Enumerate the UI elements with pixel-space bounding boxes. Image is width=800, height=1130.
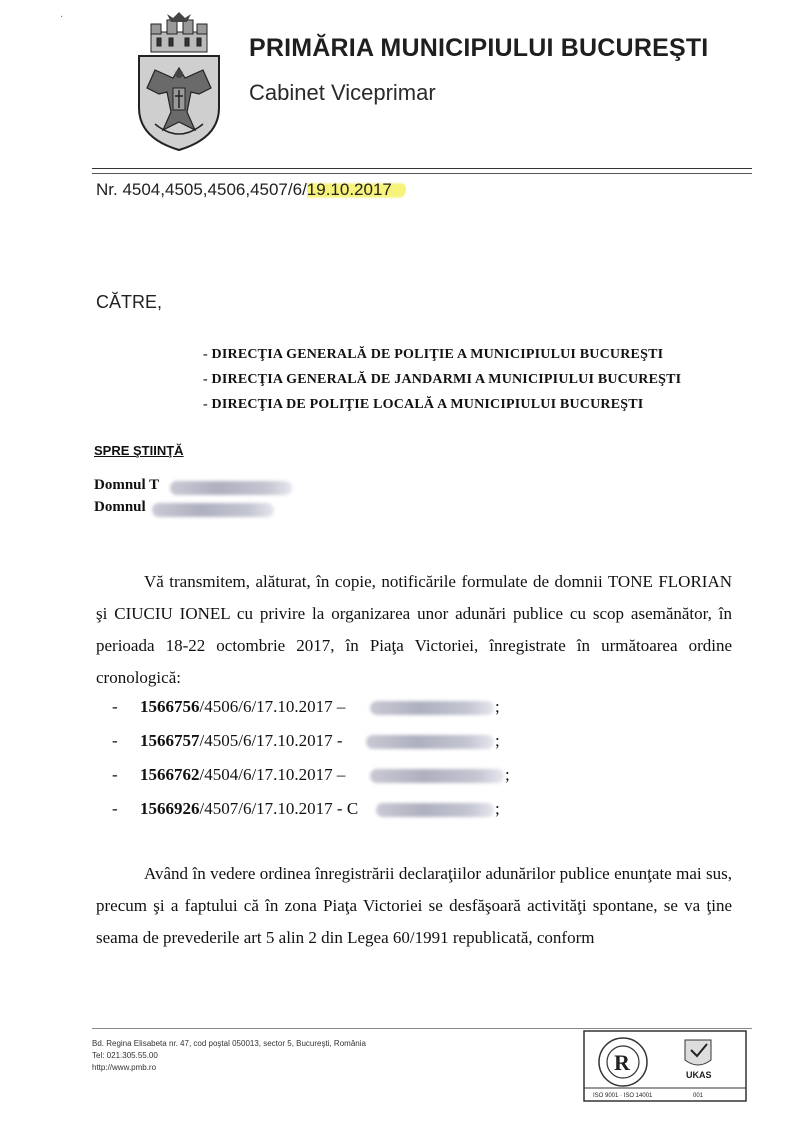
addressee-heading: CĂTRE, [96, 292, 163, 312]
registration-prefix: Nr. 4504,4505,4506,4507/6/ [96, 180, 307, 199]
cc-recipient-label: Domnul T [94, 477, 160, 493]
footer-website: http://www.pmb.ro [92, 1063, 157, 1072]
registration-date-highlight: 19.10.2017 [307, 180, 406, 199]
footer-phone: Tel: 021.305.55.00 [92, 1051, 158, 1060]
registration-list [112, 690, 510, 826]
list-item [112, 758, 510, 792]
redaction-mark [376, 803, 494, 817]
list-item-number: 1566756 [140, 697, 200, 716]
list-item-detail: /4504/6/17.10.2017 – [199, 765, 346, 784]
list-item-number: 1566926 [140, 799, 200, 818]
list-item-number: 1566757 [140, 731, 200, 750]
registration-number [96, 180, 406, 200]
ukas-logo-icon [685, 1040, 712, 1080]
list-item-tail: ; [495, 697, 500, 716]
redaction-mark [152, 503, 274, 517]
list-item-tail: ; [505, 765, 510, 784]
list-dash: - [112, 799, 118, 818]
ukas-label: UKAS [686, 1070, 712, 1080]
list-dash: - [112, 731, 118, 750]
institution-title: PRIMĂRIA MUNICIPIULUI BUCUREŞTI [249, 34, 709, 62]
body-paragraph: Având în vedere ordinea înregistrării declaraţiilor adunărilor publice enunţate mai sus, precum şi a faptului că în zona Piaţa Victoriei se desfăşoară activităţi spontane, se va ţine seama de prevederile art 5 alin 2 din Legea 60/1991 republicată, conform [96, 864, 732, 947]
redaction-mark [366, 735, 494, 749]
institution-subtitle: Cabinet Viceprimar [249, 80, 436, 105]
list-item-detail: /4505/6/17.10.2017 - [199, 731, 343, 750]
list-item [112, 690, 500, 724]
list-dash: - [112, 765, 118, 784]
iso-certification-logo-icon [599, 1038, 647, 1086]
list-item [112, 724, 500, 758]
bucharest-coat-of-arms-icon [133, 12, 225, 152]
certification-badges [583, 1030, 747, 1102]
cc-recipient [94, 477, 159, 494]
redaction-mark [370, 701, 494, 715]
footer-address: Bd. Regina Elisabeta nr. 47, cod poştal 050013, sector 5, Bucureşti, România [92, 1039, 366, 1048]
recipient-item: - DIRECŢIA GENERALĂ DE POLIŢIE A MUNICIPIULUI BUCUREŞTI [203, 347, 664, 362]
footer-divider [92, 1028, 752, 1029]
list-item-tail: ; [495, 731, 500, 750]
recipient-item: - DIRECŢIA DE POLIŢIE LOCALĂ A MUNICIPIULUI BUCUREŞTI [203, 397, 644, 412]
list-item-tail: ; [495, 799, 500, 818]
list-item-detail: /4506/6/17.10.2017 – [199, 697, 346, 716]
header-divider [92, 168, 752, 169]
list-item [112, 792, 500, 826]
redaction-mark [370, 769, 504, 783]
header-divider-secondary [92, 173, 752, 174]
footer-contact [92, 1038, 366, 1074]
cert-number: 001 [693, 1093, 704, 1099]
cc-recipient [94, 499, 146, 516]
redaction-mark [170, 481, 292, 495]
recipient-item: - DIRECŢIA GENERALĂ DE JANDARMI A MUNICIPIULUI BUCUREŞTI [203, 372, 682, 387]
svg-text:R: R [614, 1050, 630, 1075]
list-item-detail: /4507/6/17.10.2017 - C [199, 799, 359, 818]
scan-marks: · [60, 12, 80, 23]
list-item-number: 1566762 [140, 765, 200, 784]
iso-label: ISO 9001 · ISO 14001 [593, 1093, 653, 1099]
cc-heading: SPRE ŞTIINŢĂ [94, 443, 184, 458]
cc-recipient-label: Domnul [94, 499, 146, 515]
recipient-list [203, 342, 681, 417]
list-dash: - [112, 697, 118, 716]
body-paragraph: Vă transmitem, alăturat, în copie, notificările formulate de domnii TONE FLORIAN şi CIUCIU IONEL cu privire la organizarea unor adunări publice cu scop asemănător, în perioada 18-22 octombrie 2017, în Piaţa Victoriei, înregistrate în următoarea ordine cronologică: [96, 572, 732, 687]
